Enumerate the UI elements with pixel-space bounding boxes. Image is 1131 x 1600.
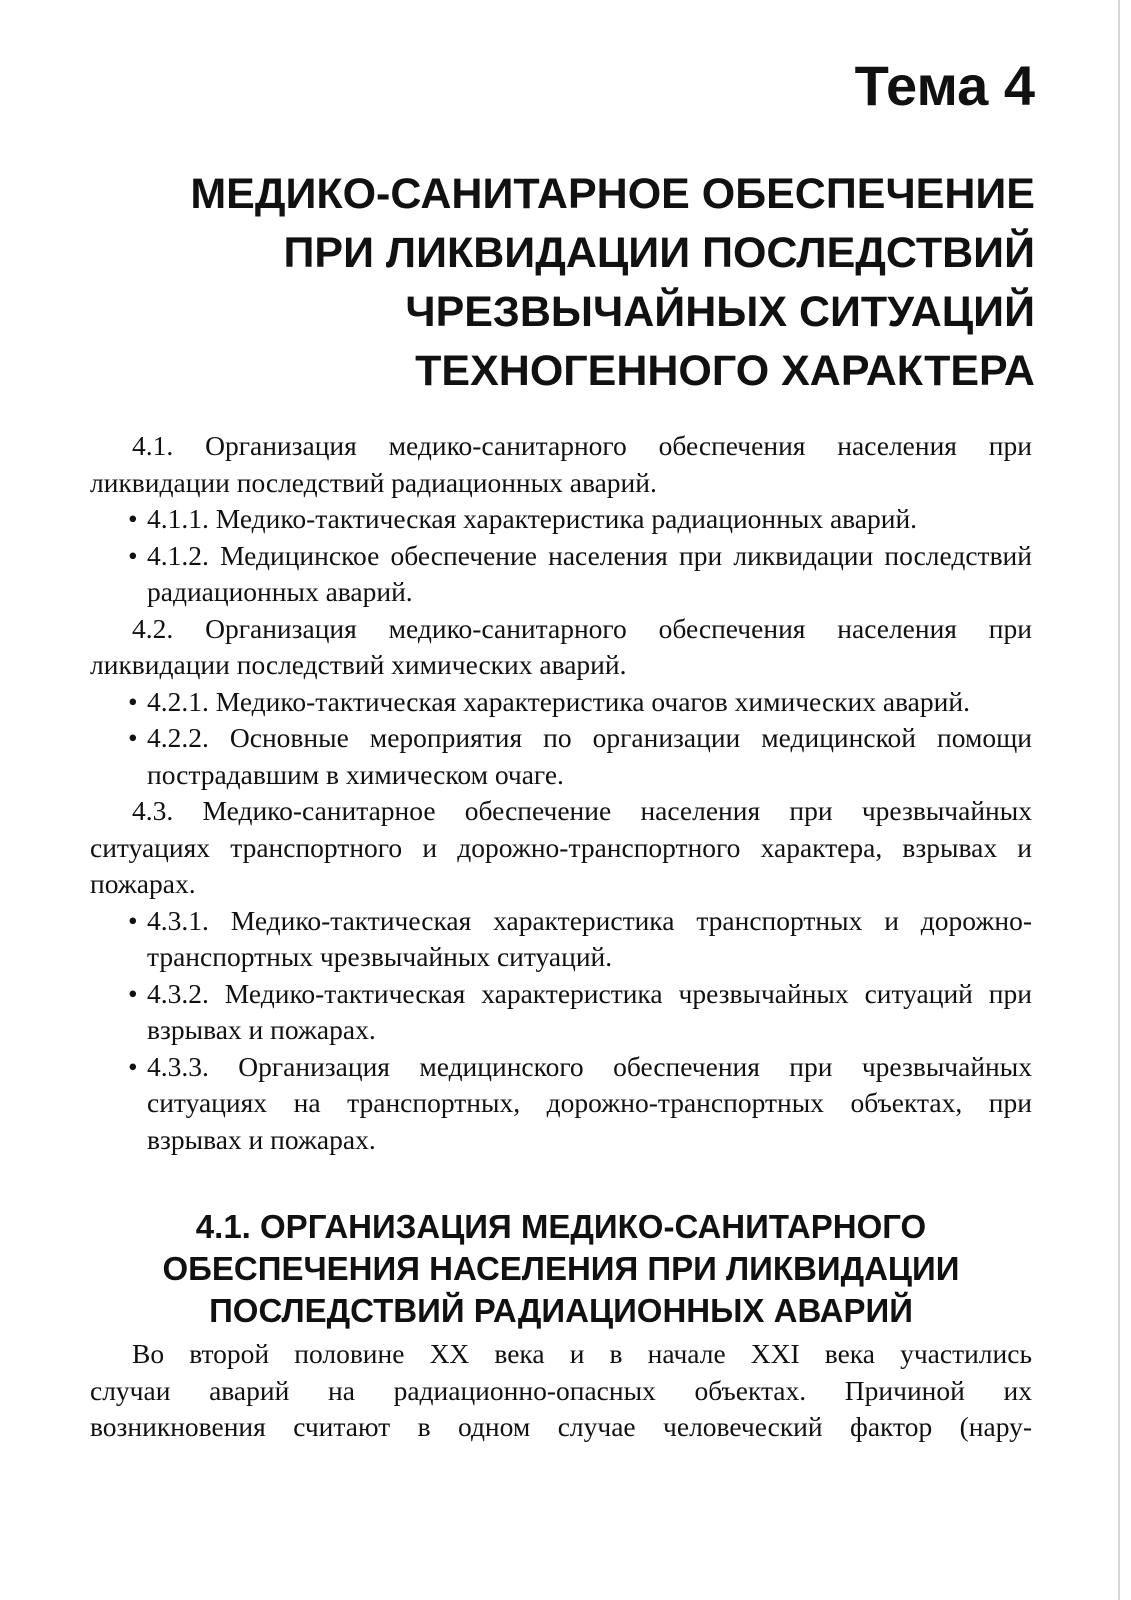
page-edge-line <box>1118 0 1120 1600</box>
chapter-title-line: ЧРЕЗВЫЧАЙНЫХ СИТУАЦИЙ <box>405 288 1035 336</box>
body-paragraph <box>90 1336 1032 1446</box>
toc-item-4-1-1 <box>90 501 1032 538</box>
toc-item-4-3-1 <box>90 903 1032 976</box>
bullet-icon: • <box>128 977 138 1009</box>
toc-item-text: 4.2.1. Медико-тактическая характеристика очагов химических аварий. <box>147 685 970 717</box>
toc-item-text: 4.3.1. Медико-тактическая характеристика транспортных и дорожно-транспортных чрезвычайных ситуаций. <box>147 904 1032 972</box>
toc-item-4-2-1 <box>90 684 1032 721</box>
toc-item-text: 4.1.2. Медицинское обеспечение населения при ликвидации последствий радиационных аварий. <box>147 539 1032 607</box>
body-line: Во второй половине XX века и в начале XXI века участились <box>132 1338 1032 1369</box>
topic-label: Тема 4 <box>854 54 1035 117</box>
bullet-icon: • <box>128 539 138 571</box>
toc-item-text: 4.1.1. Медико-тактическая характеристика радиационных аварий. <box>147 503 918 534</box>
toc-item-4-3-2 <box>90 976 1032 1049</box>
bullet-icon: • <box>128 685 138 717</box>
toc-item-text: 4.3.2. Медико-тактическая характеристика чрезвычайных ситуаций при взрывах и пожарах. <box>147 977 1032 1045</box>
toc-item-text: 4.2.2. Основные мероприятия по организации медицинской помощи пострадавшим в химическом очаге. <box>147 722 1032 790</box>
toc-item-text: 4.3.3. Организация медицинского обеспечения при чрезвычайных ситуациях на транспортных, дорожно-транспортных объектах, при взрывах и пожарах. <box>147 1050 1032 1155</box>
chapter-title-line: ПРИ ЛИКВИДАЦИИ ПОСЛЕДСТВИЙ <box>283 229 1035 277</box>
chapter-title <box>35 165 1035 401</box>
chapter-title-line: МЕДИКО-САНИТАРНОЕ ОБЕСПЕЧЕНИЕ <box>190 170 1035 218</box>
bullet-icon: • <box>128 722 138 753</box>
toc-item-4-1-2 <box>90 538 1032 611</box>
bullet-icon: • <box>128 904 138 936</box>
body-line: возникновения считают в одном случае человеческий фактор (нару- <box>90 1411 1032 1442</box>
section-title-line: ОБЕСПЕЧЕНИЯ НАСЕЛЕНИЯ ПРИ ЛИКВИДАЦИИ <box>162 1250 960 1287</box>
toc-item-4-2: 4.2. Организация медико-санитарного обеспечения населения при ликвидации последствий химических аварий. <box>90 612 1032 680</box>
section-title-line: ПОСЛЕДСТВИЙ РАДИАЦИОННЫХ АВАРИЙ <box>209 1292 913 1329</box>
bullet-icon: • <box>128 1050 138 1082</box>
toc-item-4-1: 4.1. Организация медико-санитарного обеспечения населения при ликвидации последствий радиационных аварий. <box>90 430 1032 498</box>
section-title-line: 4.1. ОРГАНИЗАЦИЯ МЕДИКО-САНИТАРНОГО <box>195 1208 927 1245</box>
toc-item-4-2-2 <box>90 720 1032 793</box>
toc-item-4-3-3 <box>90 1049 1032 1159</box>
section-title <box>90 1206 1032 1332</box>
bullet-icon: • <box>128 503 138 534</box>
table-of-contents <box>90 428 1032 1158</box>
toc-item-4-3: 4.3. Медико-санитарное обеспечение населения при чрезвычайных ситуациях транспортного и дорожно-транспортного характера, взрывах и пожарах. <box>90 795 1032 899</box>
chapter-title-line: ТЕХНОГЕННОГО ХАРАКТЕРА <box>415 347 1035 395</box>
body-line: случаи аварий на радиационно-опасных объектах. Причиной их <box>90 1374 1032 1406</box>
